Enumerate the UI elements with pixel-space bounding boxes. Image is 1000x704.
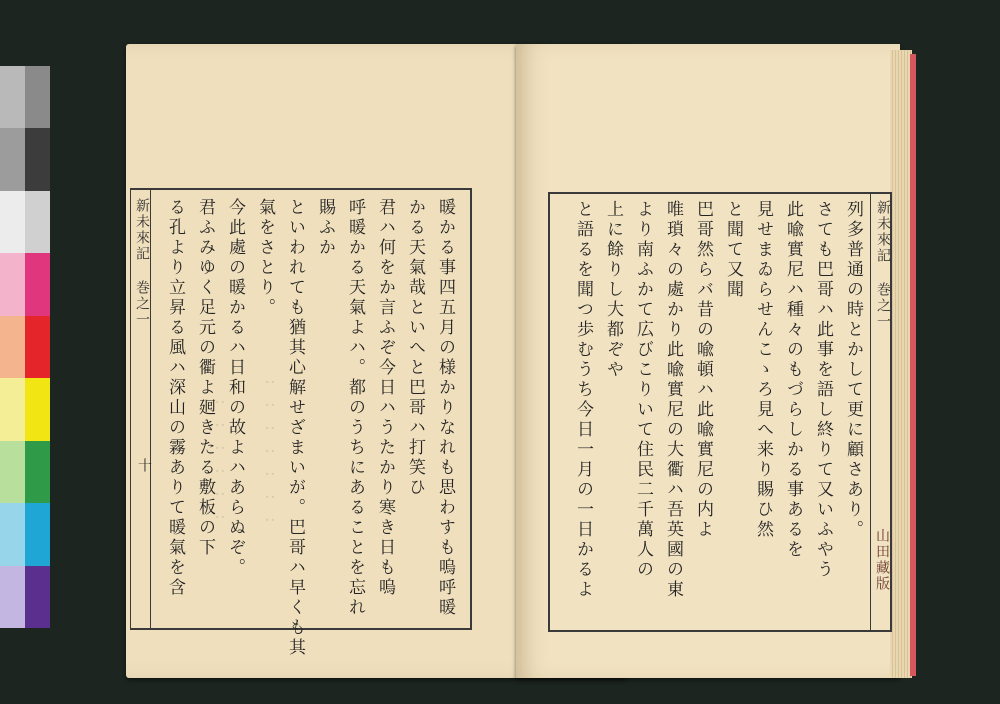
left-page-text-column: といわれても猶其心解せざまいが。巴哥ハ早くも其: [285, 198, 305, 658]
right-page-text-column: 列多普通の時とかして更に顧さあり。: [843, 200, 863, 540]
publisher-seal: 山田藏版: [874, 528, 890, 592]
bleed-through-text: ‥‥‥‥‥‥: [210, 388, 230, 526]
left-page-text-column: 暖かる事四五月の様かりなれも思わすも嗚呼暖: [435, 198, 455, 618]
color-swatch: [25, 316, 50, 378]
right-page-text-column: さても巴哥ハ此事を語し終りて又いふやう: [813, 200, 833, 580]
right-page-text-column: 見せまゐらせんこゝろ見へ来り賜ひ然: [753, 200, 773, 540]
color-swatch: [0, 191, 25, 253]
right-text-frame: [548, 192, 892, 632]
open-book: [110, 38, 920, 683]
color-swatch: [25, 128, 50, 190]
color-swatch: [0, 66, 25, 128]
red-book-edge: [910, 54, 916, 676]
color-swatch: [25, 503, 50, 565]
right-spine-label: 新未來記 巻之一: [875, 200, 891, 330]
right-spine-divider: [870, 192, 871, 632]
left-page-text-column: 今此處の暖かるハ日和の故よハあらぬぞ。: [225, 198, 245, 578]
color-swatch: [0, 441, 25, 503]
right-page-text-column: より南ふかて広びこりいて住民二千萬人の: [633, 200, 653, 580]
folio-number: 十: [136, 458, 152, 474]
right-page-text-column: 唯瑣々の處かり此喩實尼の大衢ハ吾英國の東: [663, 200, 683, 600]
left-page-text-column: 賜ふか: [315, 198, 335, 258]
color-swatch: [25, 253, 50, 315]
color-swatch: [0, 253, 25, 315]
left-page-text-column: 君ふみゆく足元の衢よ𢌞きたる敷板の下: [195, 198, 215, 558]
color-swatch: [0, 566, 25, 628]
color-swatch: [0, 316, 25, 378]
color-calibration-chart: [0, 66, 50, 628]
color-swatch: [25, 441, 50, 503]
left-spine-label: 新未來記 巻之一: [134, 198, 150, 328]
color-swatch: [25, 191, 50, 253]
right-page-text-column: 上に餘りし大都ぞや: [603, 200, 623, 380]
bleed-through-text: ‥‥‥‥‥‥‥: [260, 368, 280, 529]
color-swatch: [0, 378, 25, 440]
right-page-text-column: と語るを聞つ歩むうち今日一月の一日かるよ: [573, 200, 593, 600]
right-page-text-column: 此喩實尼ハ種々のもづらしかる事あるを: [783, 200, 803, 560]
color-swatch: [0, 128, 25, 190]
left-page-text-column: 氣をさとり。: [255, 198, 275, 318]
right-page-text-column: と聞て又聞: [723, 200, 743, 300]
page-edges: [890, 50, 912, 678]
color-swatch: [25, 378, 50, 440]
left-page-text-column: かる天氣哉といへと巴哥ハ打笑ひ: [405, 198, 425, 498]
color-swatch: [25, 566, 50, 628]
left-page-text-column: 君ハ何をか言ふぞ今日ハうたかり寒き日も嗚: [375, 198, 395, 598]
right-page-text-column: 巴哥然らバ昔の喩頓ハ此喩實尼の内よ: [693, 200, 713, 540]
left-page-text-column: る孔より立昇る風ハ深山の霧ありて暖氣を含: [165, 198, 185, 598]
left-page-text-column: 呼暖かる天氣よハ。都のうちにあることを忘れ: [345, 198, 365, 618]
color-swatch: [25, 66, 50, 128]
color-swatch: [0, 503, 25, 565]
